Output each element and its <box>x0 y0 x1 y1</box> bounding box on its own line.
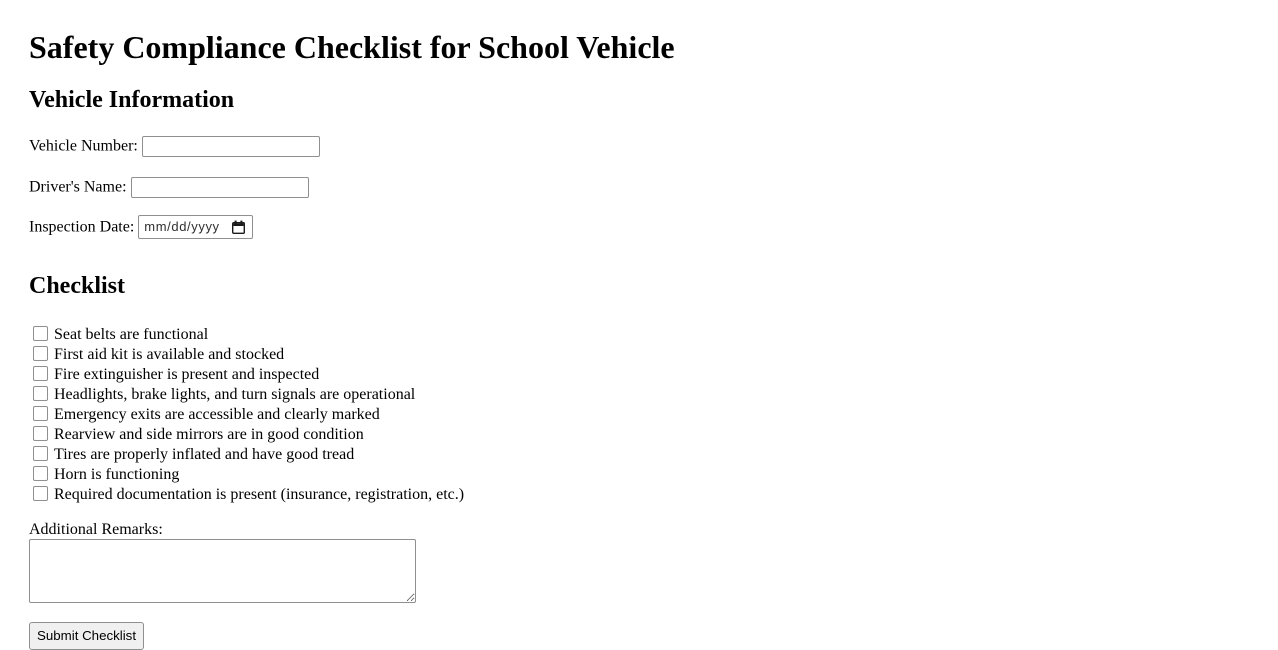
tires-checkbox[interactable] <box>33 446 48 461</box>
checklist-heading: Checklist <box>29 273 125 300</box>
seat-belts-checkbox[interactable] <box>33 326 48 341</box>
documentation-checkbox[interactable] <box>33 486 48 501</box>
driver-name-label: Driver's Name: <box>29 178 127 196</box>
checklist-section <box>29 273 1248 505</box>
horn-checkbox[interactable] <box>33 466 48 481</box>
checklist-item-first-aid <box>29 345 1248 365</box>
checklist-item-seat-belts <box>29 325 1248 345</box>
date-placeholder: mm/dd/yyyy <box>144 219 220 235</box>
inspection-date-row <box>29 215 1248 239</box>
checklist-item-fire-extinguisher <box>29 365 1248 385</box>
vehicle-info-section <box>29 87 1248 240</box>
submit-button[interactable]: Submit Checklist <box>29 622 144 650</box>
checklist-item-label: Seat belts are functional <box>54 325 209 343</box>
vehicle-info-heading: Vehicle Information <box>29 86 235 113</box>
checklist-item-documentation <box>29 485 1248 505</box>
vehicle-number-input[interactable] <box>142 136 320 157</box>
checklist-item-label: Horn is functioning <box>54 465 180 483</box>
checklist-item-lights <box>29 385 1248 405</box>
checklist-item-label: Required documentation is present (insurance, registration, etc.) <box>54 485 465 503</box>
page-title: Safety Compliance Checklist for School Vehicle <box>29 29 675 65</box>
checklist-item-mirrors <box>29 425 1248 445</box>
checklist-item-tires <box>29 445 1248 465</box>
inspection-date-input[interactable] <box>138 215 253 239</box>
submit-row <box>29 622 1248 650</box>
checklist-item-label: First aid kit is available and stocked <box>54 345 285 363</box>
checklist-item-label: Rearview and side mirrors are in good condition <box>54 425 364 443</box>
calendar-icon[interactable] <box>231 220 246 235</box>
lights-checkbox[interactable] <box>33 386 48 401</box>
first-aid-checkbox[interactable] <box>33 346 48 361</box>
checklist-item-label: Headlights, brake lights, and turn signals are operational <box>54 385 416 403</box>
inspection-date-label: Inspection Date: <box>29 218 135 236</box>
checklist-item-label: Tires are properly inflated and have good tread <box>54 445 355 463</box>
checklist-item-horn <box>29 465 1248 485</box>
remarks-block <box>29 521 1248 603</box>
vehicle-number-row <box>29 134 1248 158</box>
driver-name-row <box>29 175 1248 199</box>
fire-extinguisher-checkbox[interactable] <box>33 366 48 381</box>
driver-name-input[interactable] <box>131 177 309 198</box>
checklist-item-emergency-exits <box>29 405 1248 425</box>
remarks-textarea[interactable] <box>29 539 416 603</box>
checklist-item-label: Fire extinguisher is present and inspected <box>54 365 320 383</box>
vehicle-number-label: Vehicle Number: <box>29 137 138 155</box>
remarks-label: Additional Remarks: <box>29 520 163 538</box>
mirrors-checkbox[interactable] <box>33 426 48 441</box>
emergency-exits-checkbox[interactable] <box>33 406 48 421</box>
checklist-item-label: Emergency exits are accessible and clearly marked <box>54 405 380 423</box>
